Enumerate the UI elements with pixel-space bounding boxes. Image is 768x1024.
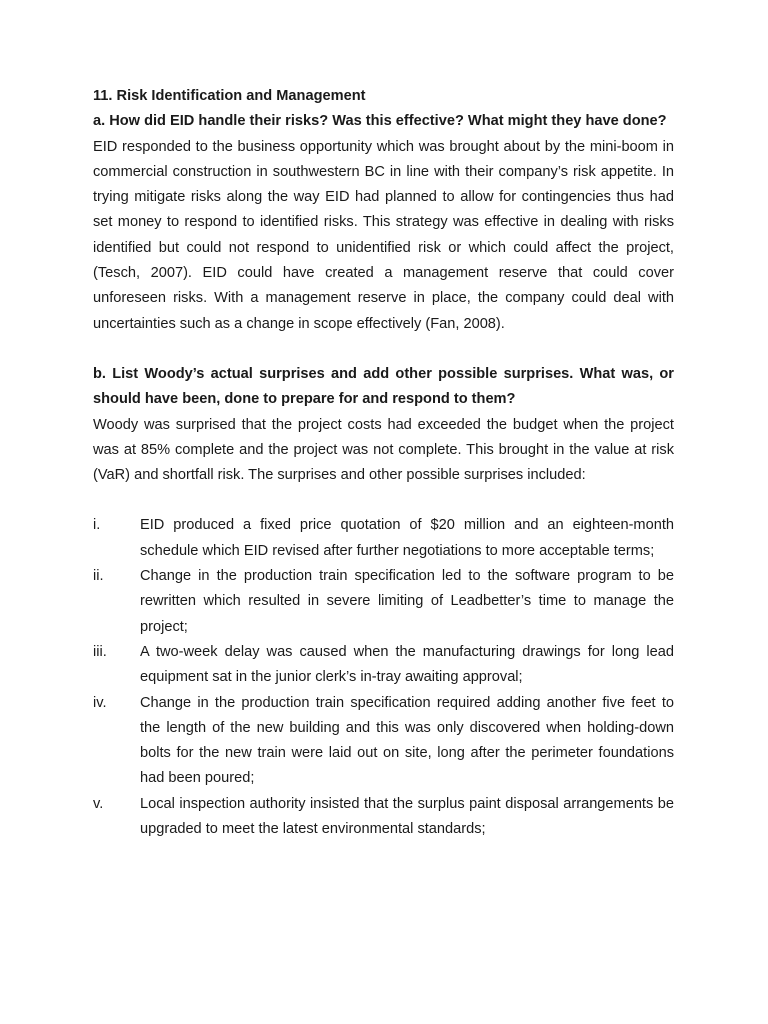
list-item [93, 513, 674, 564]
document-page [93, 84, 674, 842]
surprises-list [93, 513, 674, 842]
answer-a-paragraph: EID responded to the business opportunity which was brought about by the mini-boom in commercial construction in southwestern BC in line with their company’s risk appetite. In trying mitigate risks along the way EID had planned to allow for contingencies thus had set money to respond to identified risks. This strategy was effective in dealing with risks identified but could not respond to unidentified risk or which could affect the project, (Tesch, 2007). EID could have created a management reserve that could cover unforeseen risks. With a management reserve in place, the company could deal with uncertainties such as a change in scope effectively (Fan, 2008). [93, 138, 674, 332]
list-item-text: Local inspection authority insisted that the surplus paint disposal arrangements be upgraded to meet the latest environmental standards; [140, 795, 674, 838]
list-item-marker: v. [93, 795, 104, 812]
list-item-text: A two-week delay was caused when the manufacturing drawings for long lead equipment sat in the junior clerk’s in-tray awaiting approval; [140, 643, 674, 686]
list-item-marker: i. [93, 517, 101, 534]
list-item-text: Change in the production train specification required adding another five feet to the length of the new building and this was only discovered when holding-down bolts for the new train were laid out on site, long after the perimeter foundations had been poured; [140, 694, 674, 787]
list-item-marker: iii. [93, 643, 107, 660]
list-item [93, 792, 674, 843]
paragraph-spacer [93, 488, 674, 513]
paragraph-spacer [93, 337, 674, 362]
question-b: b. List Woody’s actual surprises and add other possible surprises. What was, or should have been, done to prepare for and respond to them? [93, 365, 674, 408]
section-title: 11. Risk Identification and Management [93, 88, 366, 104]
answer-b-paragraph: Woody was surprised that the project costs had exceeded the budget when the project was at 85% complete and the project was not complete. This brought in the value at risk (VaR) and shortfall risk. The surprises and other possible surprises included: [93, 416, 674, 484]
list-item-text: Change in the production train specification led to the software program to be rewritten which resulted in severe limiting of Leadbetter’s time to manage the project; [140, 568, 674, 635]
list-item [93, 640, 674, 691]
list-item-marker: ii. [93, 568, 104, 585]
list-item-marker: iv. [93, 694, 107, 711]
list-item-text: EID produced a fixed price quotation of $20 million and an eighteen-month schedule which EID revised after further negotiations to more acceptable terms; [140, 517, 674, 559]
list-item [93, 691, 674, 792]
question-a: a. How did EID handle their risks? Was this effective? What might they have done? [93, 113, 667, 130]
list-item [93, 564, 674, 640]
